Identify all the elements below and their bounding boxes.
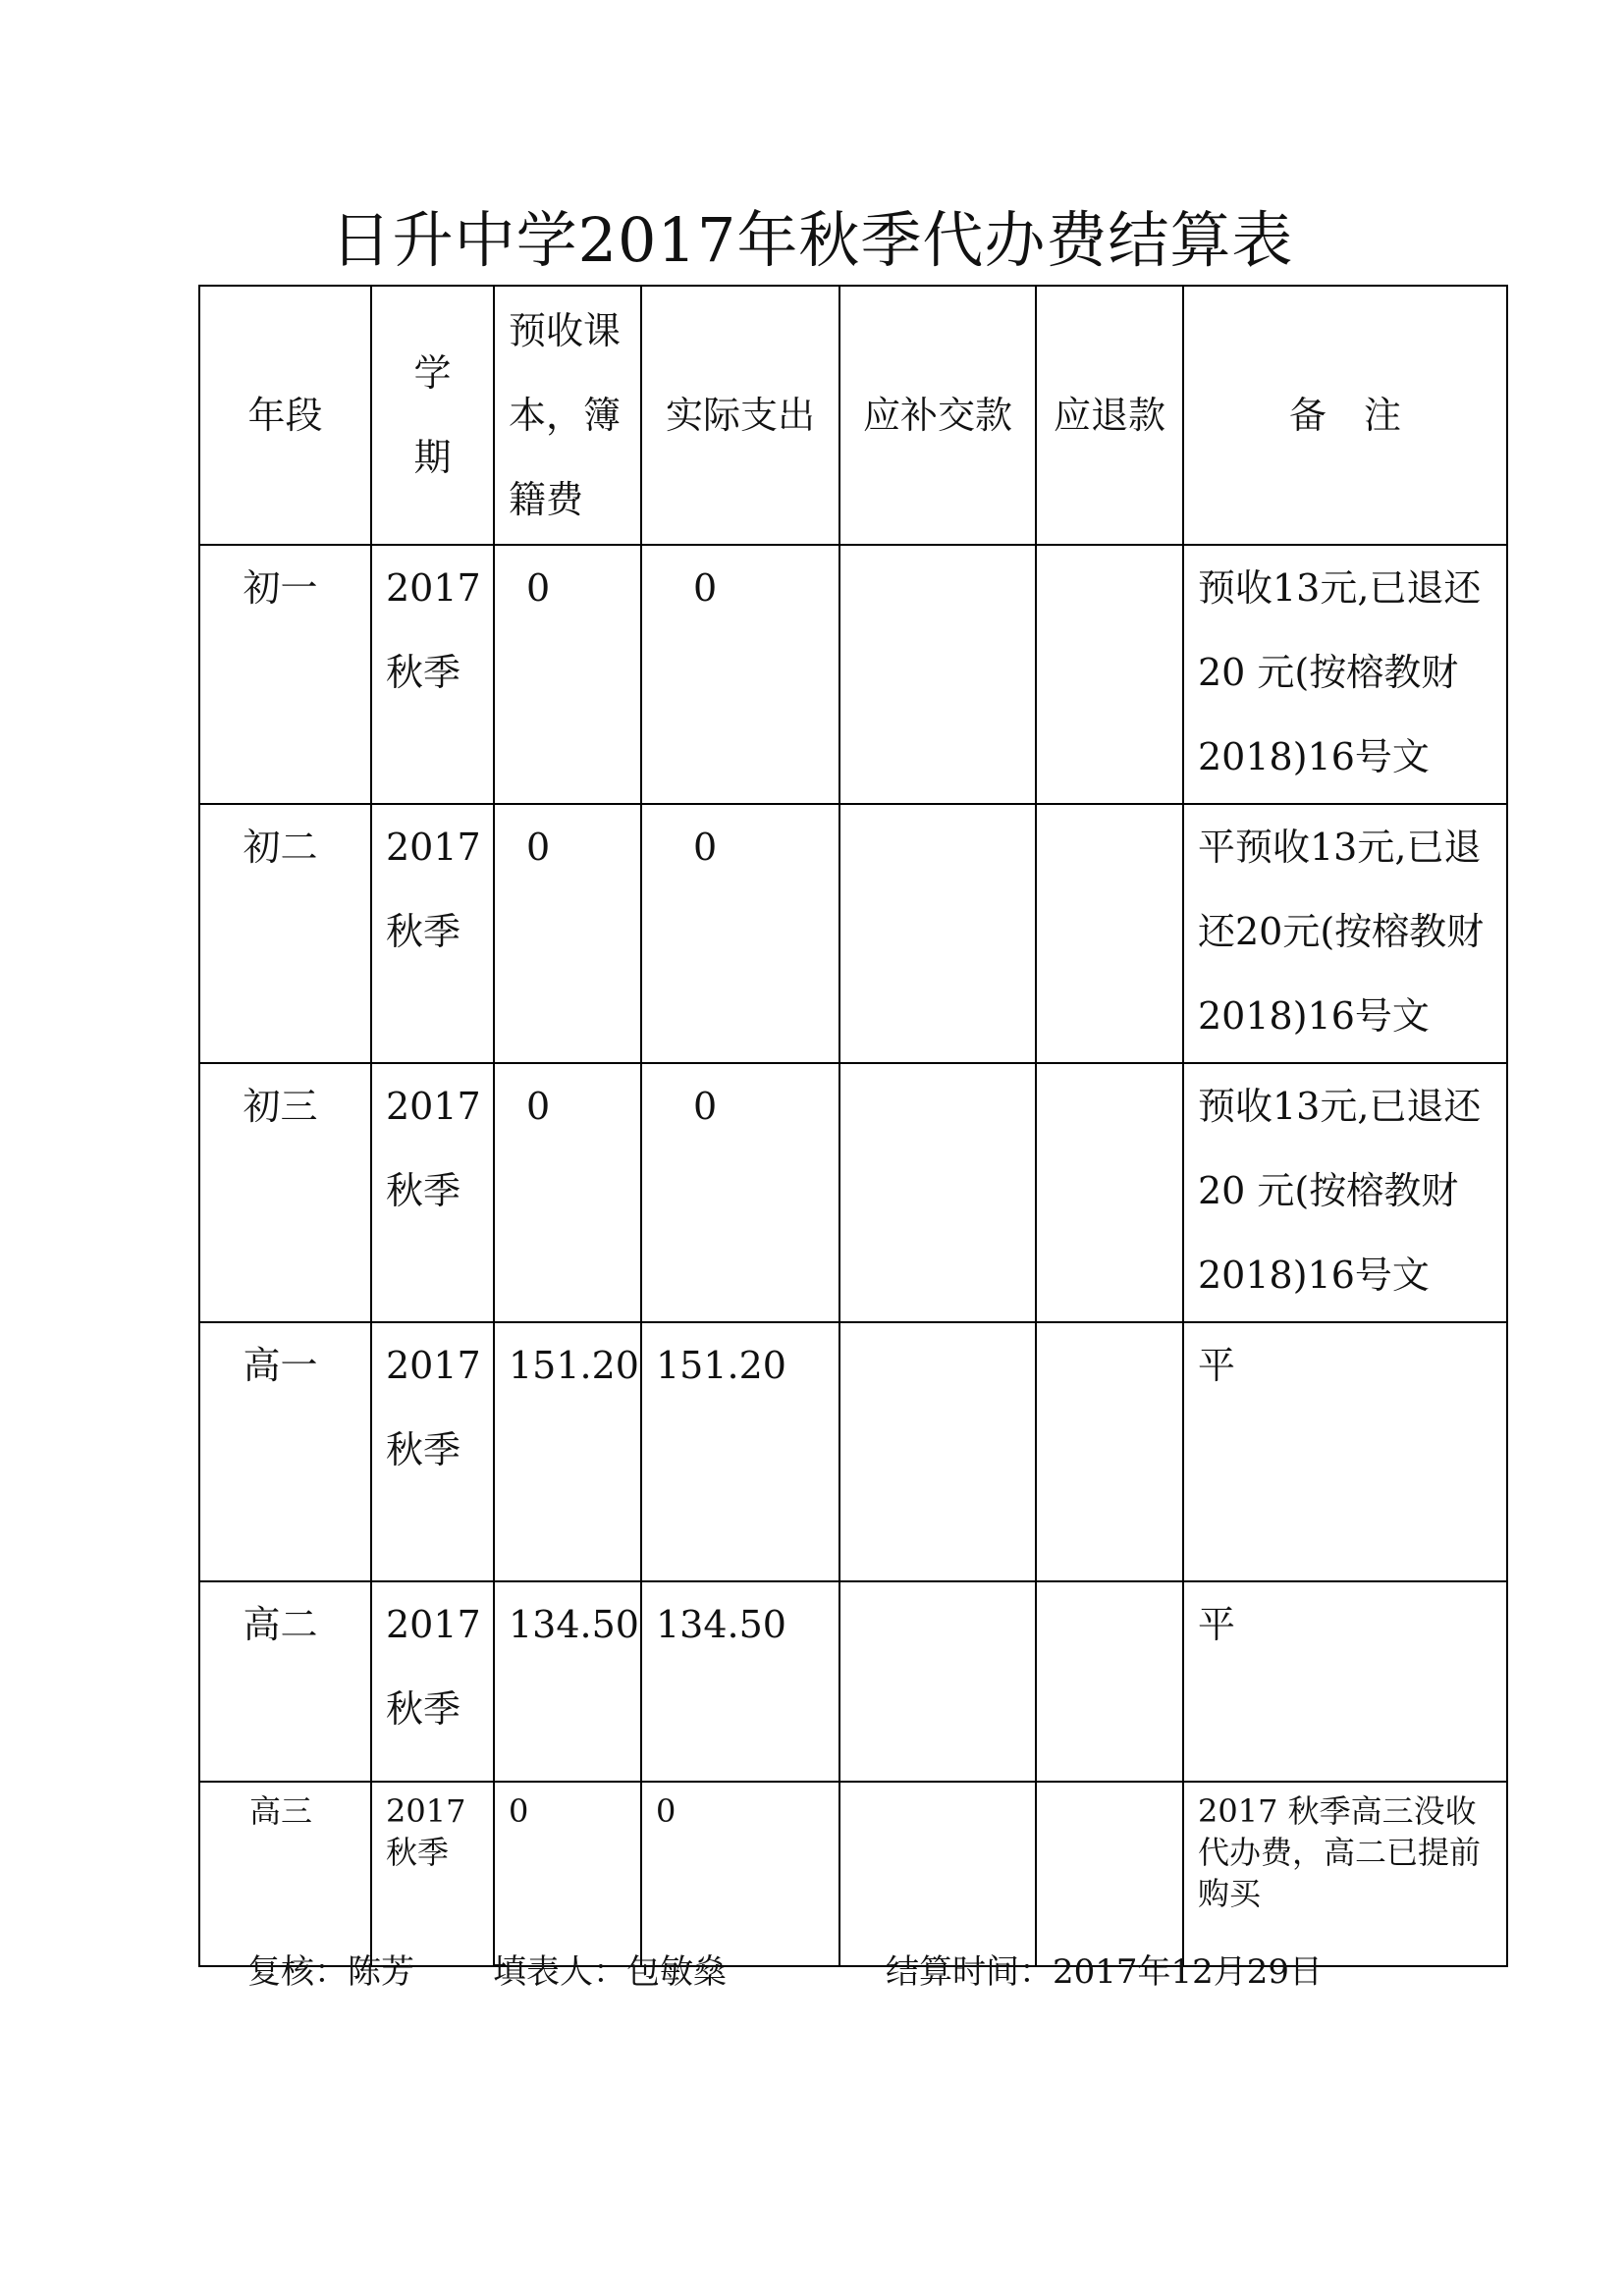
cell-actual: 0 [641, 545, 839, 804]
cell-refund [1036, 1063, 1183, 1322]
cell-prepaid: 0 [494, 1782, 641, 1966]
cell-refund [1036, 545, 1183, 804]
footer-reviewer: 复核：陈芳 [247, 1952, 414, 1992]
cell-term: 2017秋季 [371, 1063, 494, 1322]
cell-term: 2017秋季 [371, 545, 494, 804]
cell-term: 2017秋季 [371, 1322, 494, 1581]
cell-prepaid: 151.20 [494, 1322, 641, 1581]
cell-prepaid: 0 [494, 1063, 641, 1322]
cell-actual: 151.20 [641, 1322, 839, 1581]
cell-term: 2017秋季 [371, 804, 494, 1063]
table-row [199, 1322, 1507, 1581]
header-refund: 应退款 [1036, 286, 1183, 545]
cell-supplement [839, 1581, 1036, 1782]
table-row [199, 1782, 1507, 1966]
cell-actual: 0 [641, 1782, 839, 1966]
cell-grade: 初二 [199, 804, 371, 1063]
header-term [371, 286, 494, 545]
cell-prepaid: 134.50 [494, 1581, 641, 1782]
footer-filler: 填表人：包敏燊 [493, 1952, 727, 1992]
cell-term: 2017秋季 [371, 1782, 494, 1966]
cell-remarks: 平 [1183, 1581, 1507, 1782]
header-prepaid: 预收课本，簿籍费 [494, 286, 641, 545]
cell-remarks: 预收13元,已退还20 元(按榕教财2018)16号文 [1183, 1063, 1507, 1322]
cell-remarks: 2017 秋季高三没收代办费，高二已提前购买 [1183, 1782, 1507, 1966]
cell-actual: 134.50 [641, 1581, 839, 1782]
cell-grade: 高二 [199, 1581, 371, 1782]
cell-supplement [839, 1782, 1036, 1966]
cell-supplement [839, 804, 1036, 1063]
header-grade: 年段 [199, 286, 371, 545]
cell-supplement [839, 545, 1036, 804]
cell-refund [1036, 1581, 1183, 1782]
settlement-table [198, 285, 1508, 1967]
header-supplement: 应补交款 [839, 286, 1036, 545]
cell-refund [1036, 1322, 1183, 1581]
document-title: 日升中学2017年秋季代办费结算表 [330, 204, 1294, 276]
header-actual: 实际支出 [641, 286, 839, 545]
cell-remarks: 平 [1183, 1322, 1507, 1581]
cell-actual: 0 [641, 1063, 839, 1322]
cell-supplement [839, 1322, 1036, 1581]
cell-prepaid: 0 [494, 804, 641, 1063]
header-term-text: 学期 [413, 351, 452, 479]
header-remarks: 备 注 [1183, 286, 1507, 545]
table-row [199, 1581, 1507, 1782]
cell-prepaid: 0 [494, 545, 641, 804]
cell-refund [1036, 804, 1183, 1063]
header-row [199, 286, 1507, 545]
cell-grade: 初三 [199, 1063, 371, 1322]
table-row [199, 804, 1507, 1063]
cell-remarks: 预收13元,已退还20 元(按榕教财2018)16号文 [1183, 545, 1507, 804]
cell-grade: 高一 [199, 1322, 371, 1581]
cell-remarks: 平预收13元,已退还20元(按榕教财2018)16号文 [1183, 804, 1507, 1063]
cell-refund [1036, 1782, 1183, 1966]
cell-actual: 0 [641, 804, 839, 1063]
table-row [199, 545, 1507, 804]
cell-grade: 高三 [199, 1782, 371, 1966]
footer-settle-date: 结算时间：2017年12月29日 [886, 1952, 1324, 1992]
cell-grade: 初一 [199, 545, 371, 804]
table-row [199, 1063, 1507, 1322]
cell-supplement [839, 1063, 1036, 1322]
cell-term: 2017秋季 [371, 1581, 494, 1782]
